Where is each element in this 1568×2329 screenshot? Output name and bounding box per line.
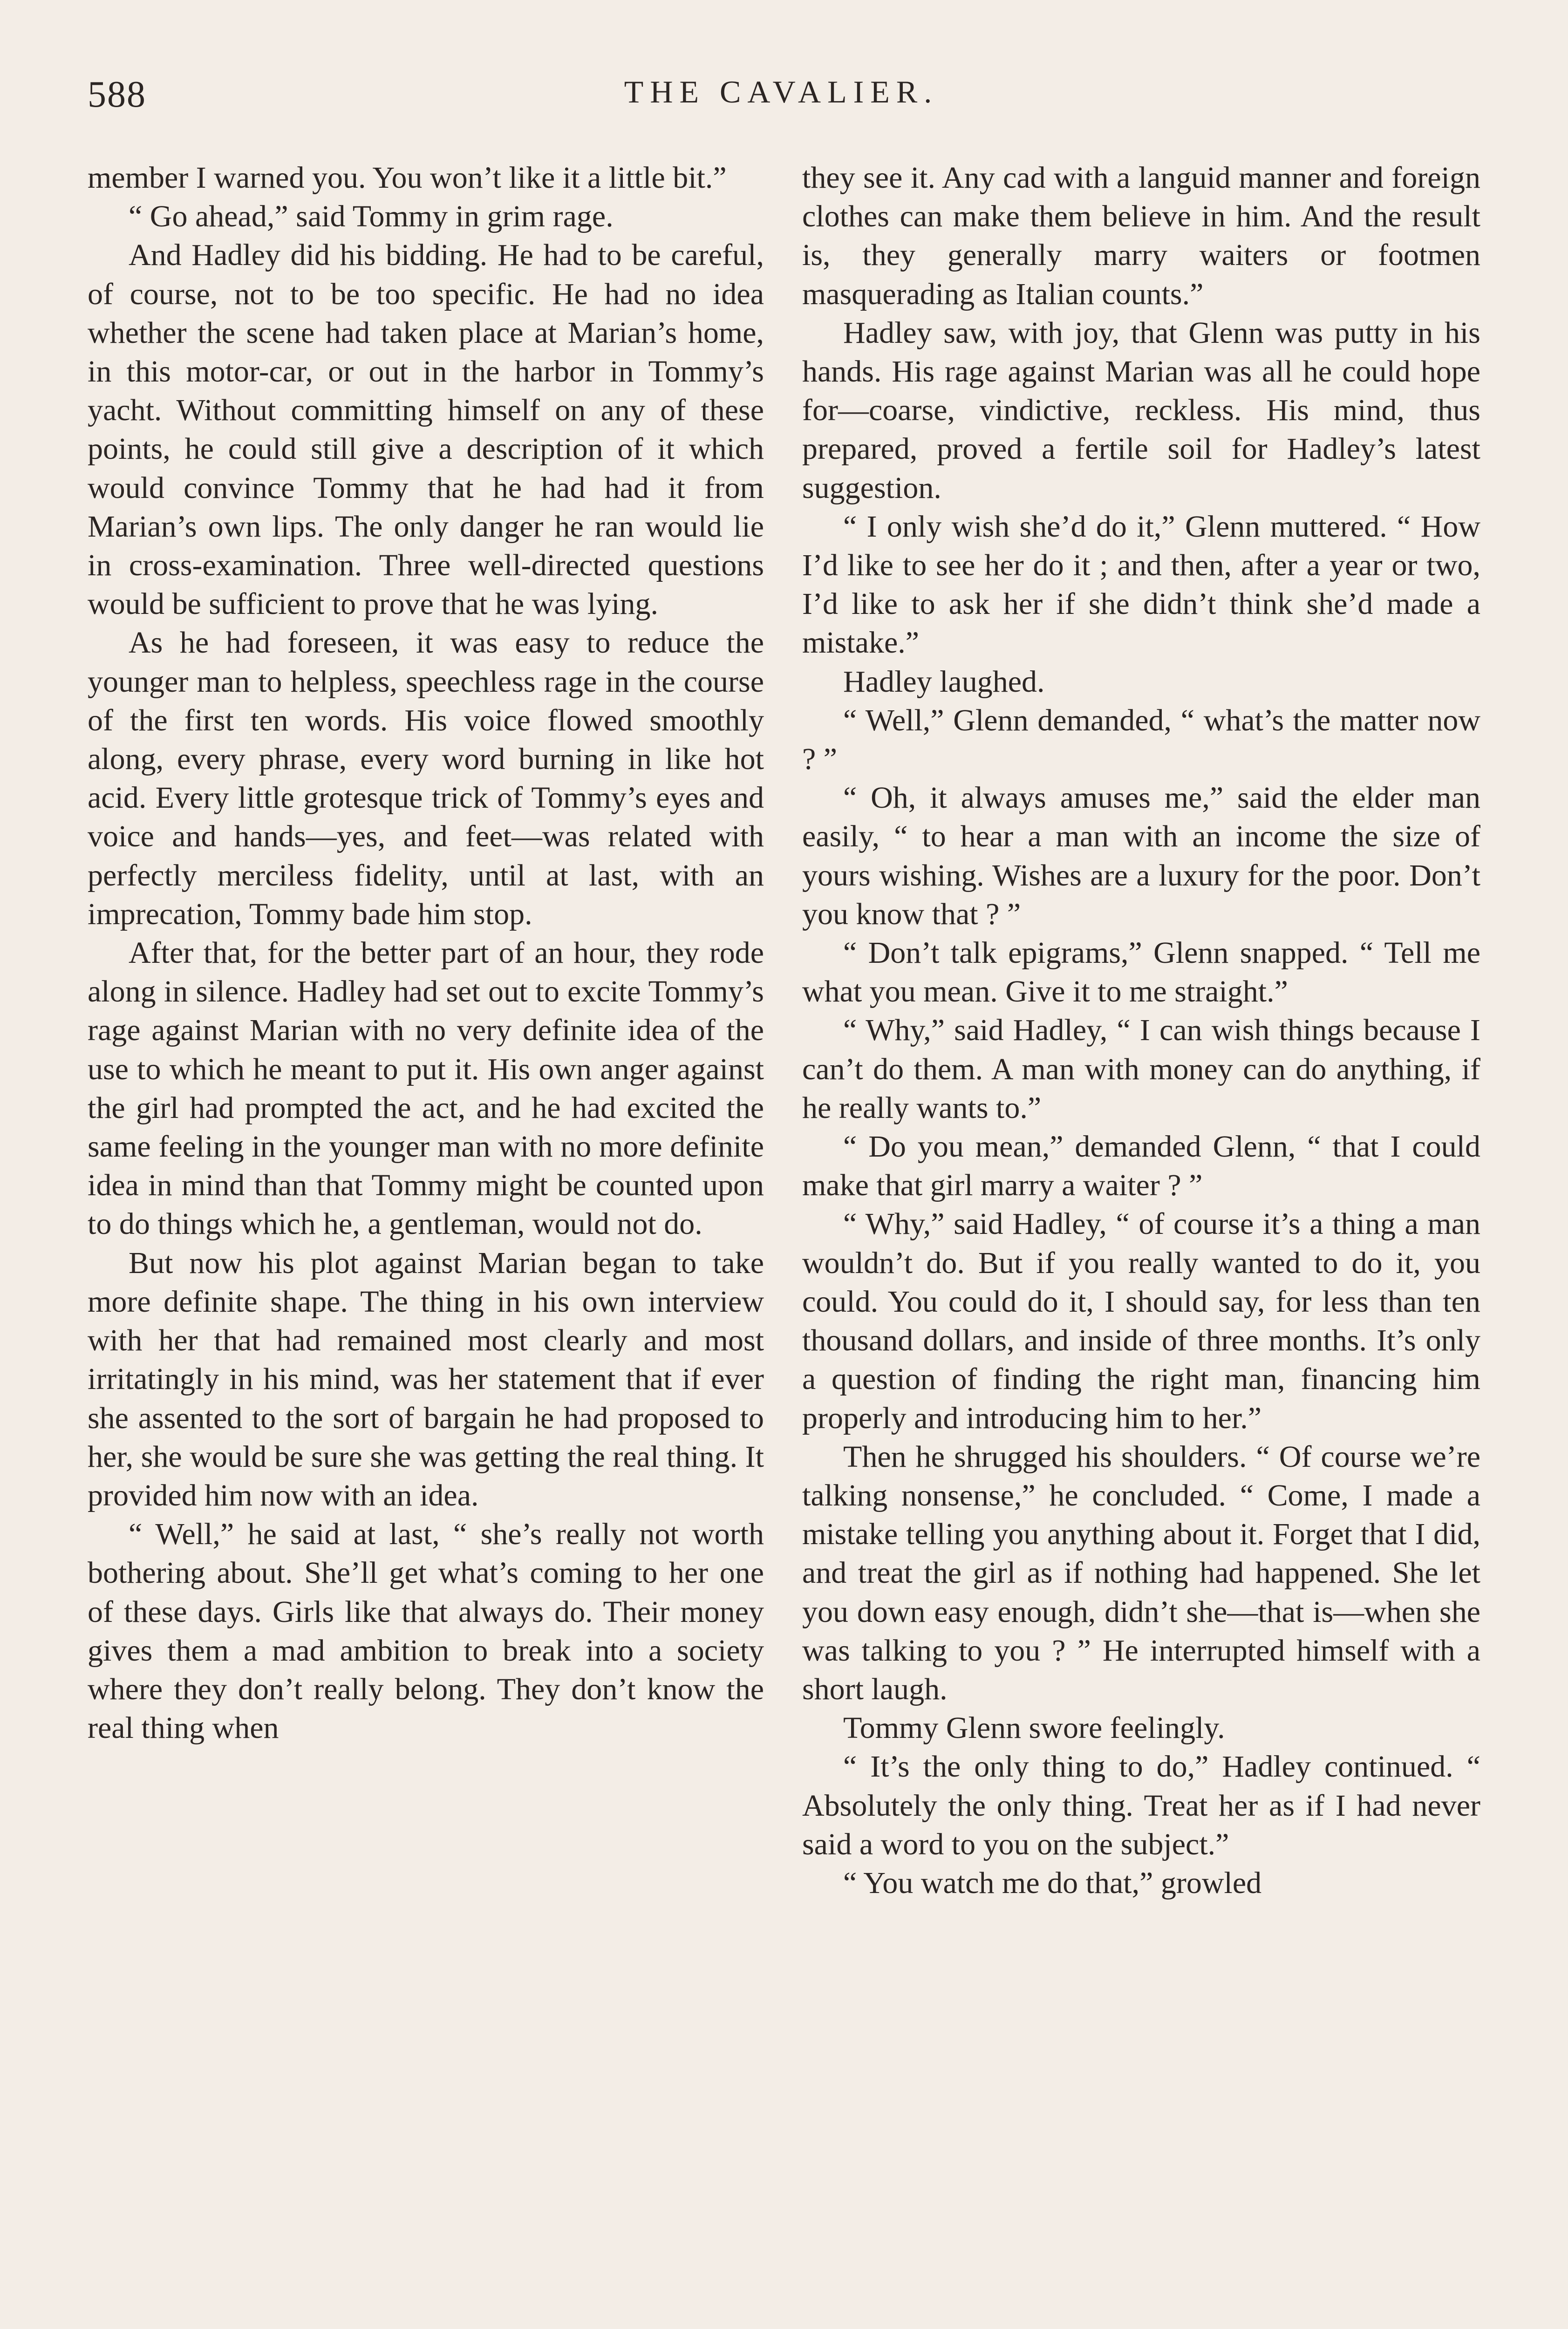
paragraph: Then he shrugged his shoulders. “ Of course we’re talking nonsense,” he concluded. “ Come, I made a mistake telling you anything about it. Forget that I did, and treat the girl as if nothing had happened. She let you down easy enough, didn’t she—that is—when she was talking to you ? ” He interrupted himself with a short laugh. [802,1439,1480,1706]
paragraph: “ Go ahead,” said Tommy in grim rage. [129,199,614,234]
page-number: 588 [88,74,146,115]
paragraph: “ It’s the only thing to do,” Hadley continued. “ Absolutely the only thing. Treat her as if I had never said a word to you on the subject.” [802,1750,1480,1861]
paragraph: “ I only wish she’d do it,” Glenn muttered. “ How I’d like to see her do it ; and then, after a year or two, I’d like to ask her if she didn’t think she’d made a mistake.” [802,509,1480,660]
paragraph: But now his plot against Marian began to take more definite shape. The thing in his own interview with her that had remained most clearly and most irritatingly in his mind, was her statement that if ever she assented to the sort of bargain he had proposed to her, she would be sure she was getting the real thing. It provided him now with an idea. [88,1246,764,1512]
paragraph: “ Oh, it always amuses me,” said the elder man easily, “ to hear a man with an income the size of yours wishing. Wishes are a luxury for the poor. Don’t you know that ? ” [802,781,1480,931]
paragraph: they see it. Any cad with a languid manner and foreign clothes can make them believe in him. And the result is, they generally marry waiters or footmen masquerading as Italian counts.” [802,161,1480,311]
paragraph: As he had foreseen, it was easy to reduce the younger man to helpless, speechless rage in the course of the first ten words. His voice flowed smoothly along, every phrase, every word burning in like hot acid. Every little grotesque trick of Tommy’s eyes and voice and hands—yes, and feet—was related with perfectly merciless fidelity, until at last, with an imprecation, Tommy bade him stop. [88,626,764,931]
paragraph: Hadley saw, with joy, that Glenn was putty in his hands. His rage against Marian was all he could hope for—coarse, vindictive, reckless. His mind, thus prepared, proved a fertile soil for Hadley’s latest suggestion. [802,315,1480,505]
paragraph: “ You watch me do that,” growled [843,1866,1262,1900]
paragraph: “ Don’t talk epigrams,” Glenn snapped. “ Tell me what you mean. Give it to me straight.” [802,936,1480,1009]
paragraph: “ Why,” said Hadley, “ of course it’s a thing a man wouldn’t do. But if you really wanted to do it, you could. You could do it, I should say, for less than ten thousand dollars, and inside of three months. It’s only a question of finding the right man, financing him properly and introducing him to her.” [802,1207,1480,1435]
page-header [88,74,1475,125]
paragraph: Tommy Glenn swore feelingly. [843,1711,1225,1745]
paragraph: Hadley laughed. [843,664,1045,699]
paragraph: “ Well,” Glenn demanded, “ what’s the matter now ? ” [802,703,1480,776]
paragraph: “ Do you mean,” demanded Glenn, “ that I could make that girl marry a waiter ? ” [802,1130,1480,1203]
paragraph: After that, for the better part of an hour, they rode along in silence. Hadley had set out to excite Tommy’s rage against Marian with no very definite idea of the use to which he meant to put it. His own anger against the girl had prompted the act, and he had excited the same feeling in the younger man with no more definite idea in mind than that Tommy might be counted upon to do things which he, a gentleman, would not do. [88,936,764,1241]
right-text-column [802,158,1480,1902]
left-text-column [88,158,764,1747]
running-head: THE CAVALIER. [624,74,939,109]
paragraph: member I warned you. You won’t like it a little bit.” [88,161,727,195]
paragraph: “ Why,” said Hadley, “ I can wish things because I can’t do them. A man with money can do anything, if he really wants to.” [802,1013,1480,1125]
paragraph: And Hadley did his bidding. He had to be careful, of course, not to be too specific. He had no idea whether the scene had taken place at Marian’s home, in this motor-car, or out in the harbor in Tommy’s yacht. Without committing himself on any of these points, he could still give a description of it which would convince Tommy that he had had it from Marian’s own lips. The only danger he ran would lie in cross-examination. Three well-directed questions would be sufficient to prove that he was lying. [88,238,764,621]
paragraph: “ Well,” he said at last, “ she’s really not worth bothering about. She’ll get what’s coming to her one of these days. Girls like that always do. Their money gives them a mad ambition to break into a society where they don’t really belong. They don’t know the real thing when [88,1517,764,1745]
